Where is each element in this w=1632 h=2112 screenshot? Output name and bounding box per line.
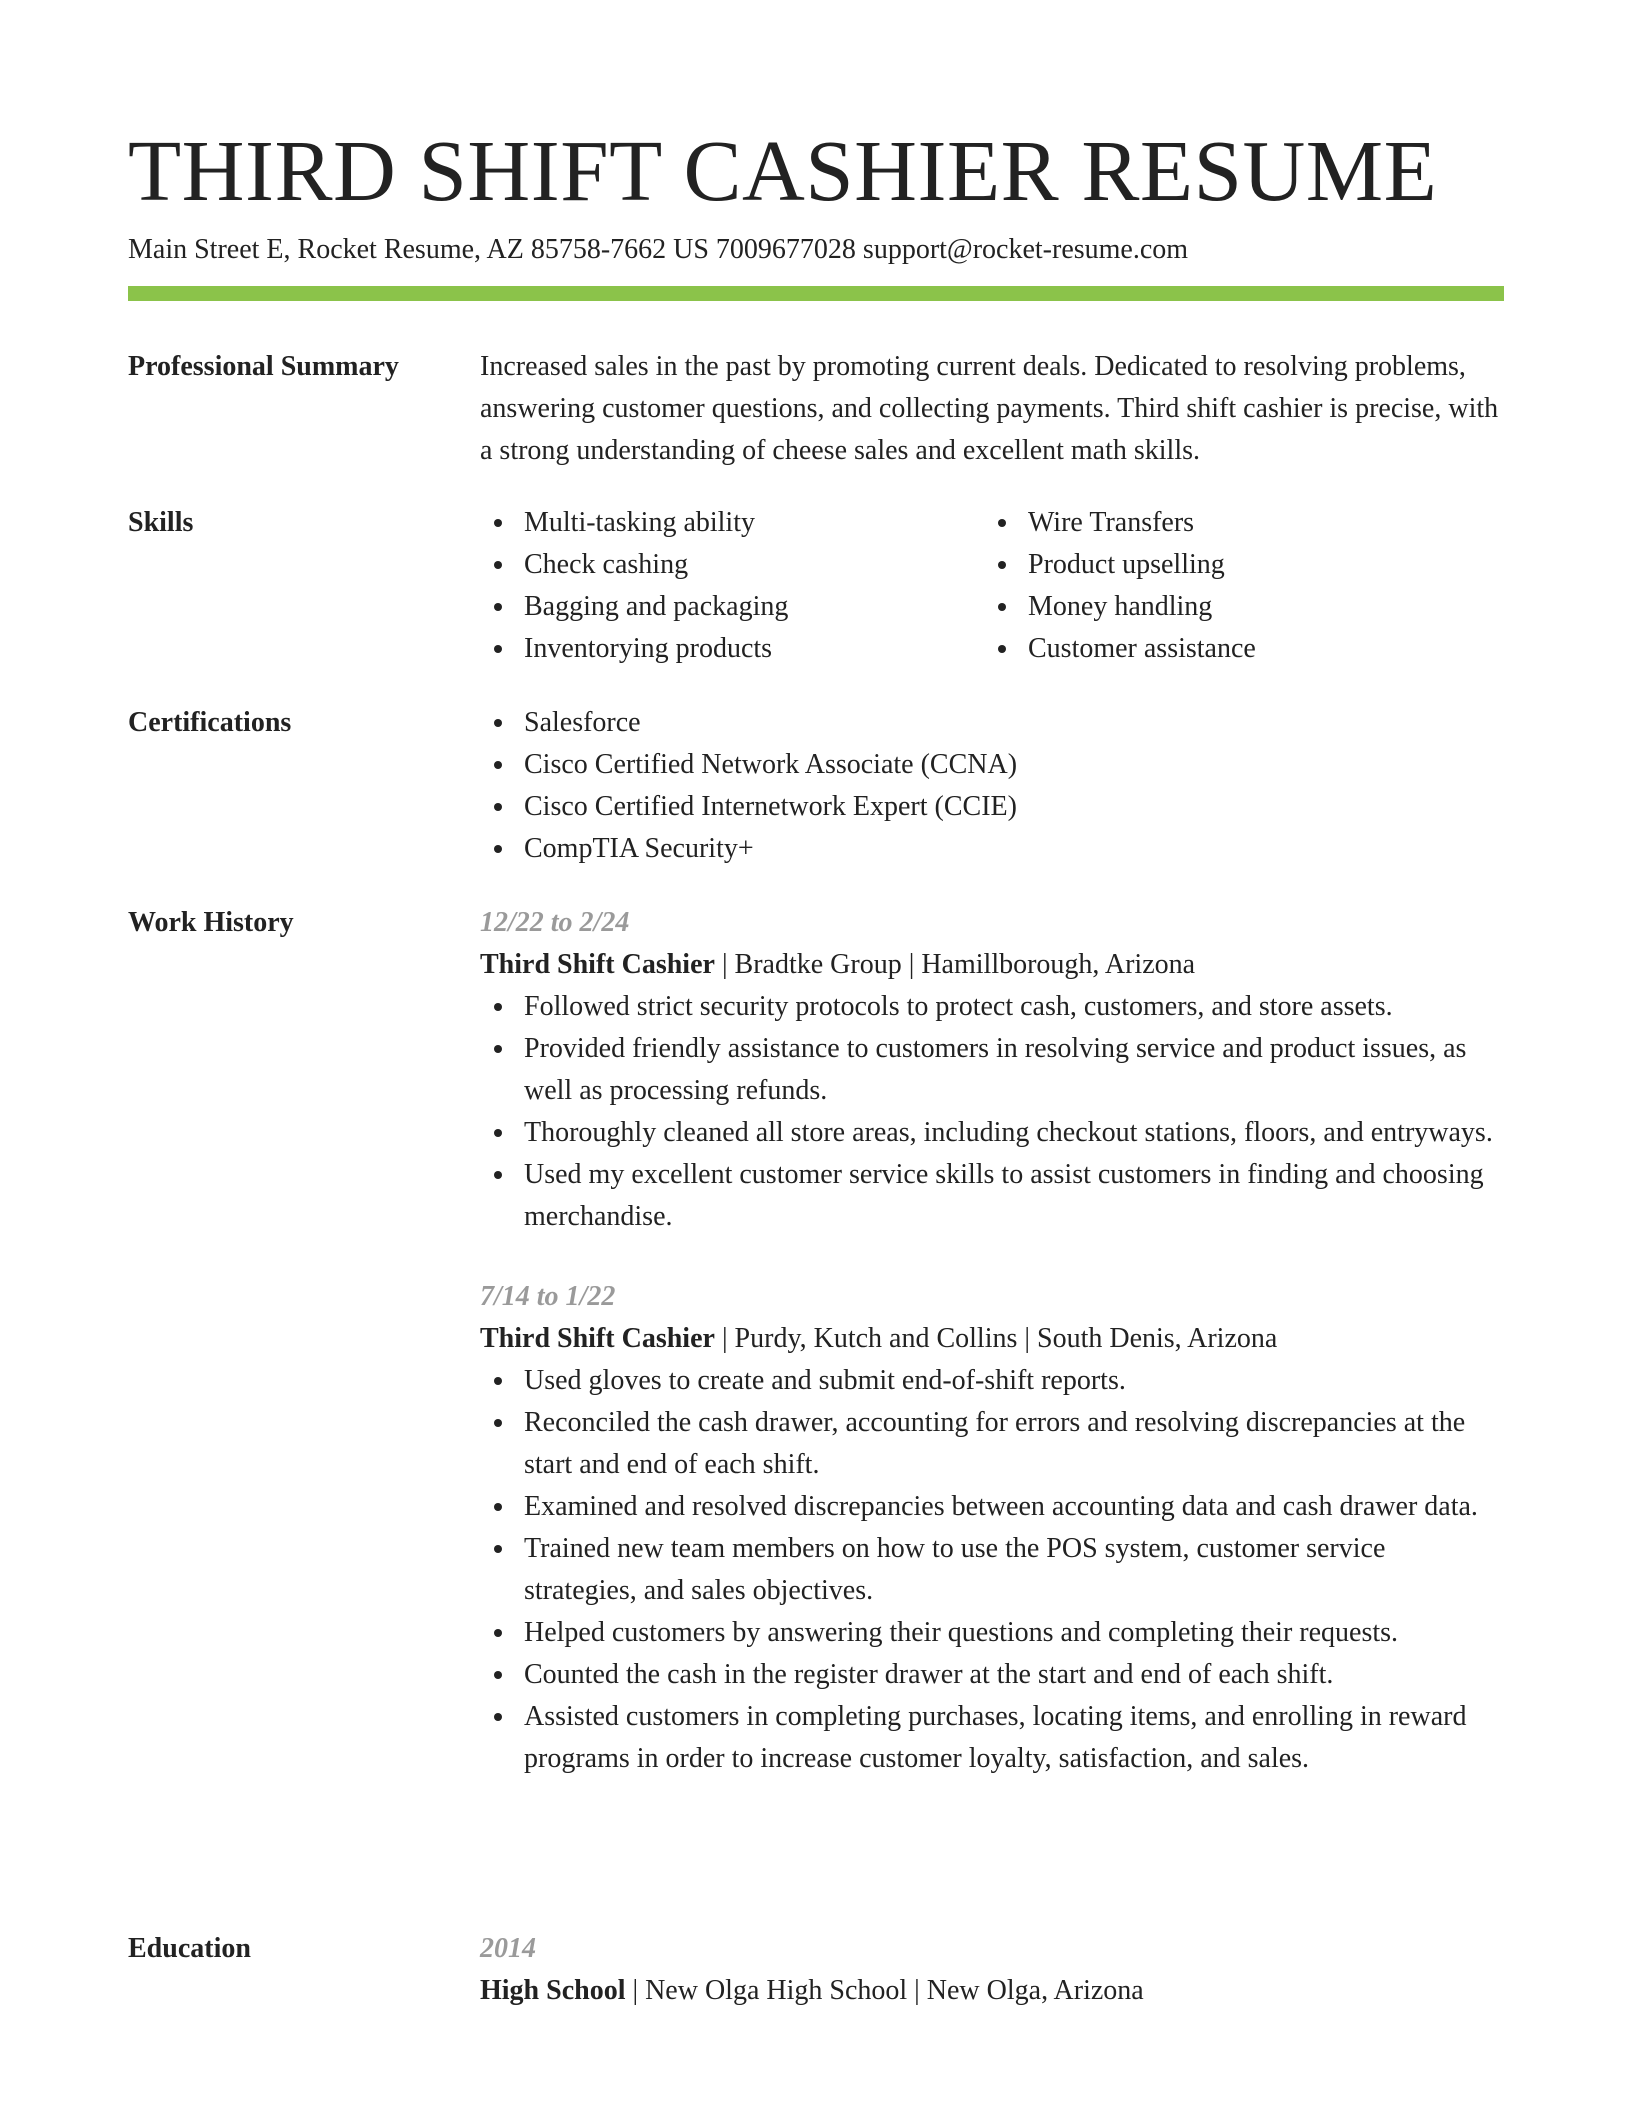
job-title-line — [480, 944, 1504, 986]
job-employer-location: | Bradtke Group | Hamillborough, Arizona — [714, 949, 1196, 980]
job-duty: Provided friendly assistance to customers in resolving service and product issues, as well as processing refunds. — [480, 1028, 1504, 1112]
education-year: 2014 — [480, 1933, 536, 1964]
job-role: Third Shift Cashier — [480, 1323, 715, 1354]
skill-item: Check cashing — [480, 544, 984, 586]
certification-item: Salesforce — [480, 702, 1504, 744]
skills-column-right — [984, 502, 1488, 670]
resume-title: THIRD SHIFT CASHIER RESUME — [128, 122, 1438, 219]
job-duty: Followed strict security protocols to protect cash, customers, and store assets. — [480, 986, 1504, 1028]
job-duties-list — [480, 986, 1504, 1238]
job-dates: 7/14 to 1/22 — [480, 1281, 616, 1312]
job-duties-list — [480, 1360, 1504, 1780]
work-history-body — [480, 902, 1504, 1780]
certifications-body — [480, 702, 1504, 870]
certification-item: Cisco Certified Internetwork Expert (CCIE) — [480, 786, 1504, 828]
accent-divider — [128, 286, 1504, 301]
section-label-education: Education — [128, 1933, 251, 1964]
job-entry — [480, 902, 1504, 1238]
education-school-location: | New Olga High School | New Olga, Arizona — [625, 1975, 1144, 2006]
skill-item: Multi-tasking ability — [480, 502, 984, 544]
contact-line: Main Street E, Rocket Resume, AZ 85758-7662 US 7009677028 support@rocket-resume.com — [128, 234, 1189, 265]
job-duty: Used gloves to create and submit end-of-shift reports. — [480, 1360, 1504, 1402]
education-degree: High School — [480, 1975, 626, 2006]
summary-body — [480, 346, 1504, 472]
section-label-skills: Skills — [128, 507, 194, 538]
job-dates: 12/22 to 2/24 — [480, 907, 630, 938]
job-duty: Trained new team members on how to use the POS system, customer service strategies, and sales objectives. — [480, 1528, 1504, 1612]
job-duty: Reconciled the cash drawer, accounting for errors and resolving discrepancies at the start and end of each shift. — [480, 1402, 1504, 1486]
skill-item: Inventorying products — [480, 628, 984, 670]
section-label-summary: Professional Summary — [128, 351, 399, 382]
job-duty: Thoroughly cleaned all store areas, including checkout stations, floors, and entryways. — [480, 1112, 1504, 1154]
certification-item: CompTIA Security+ — [480, 828, 1504, 870]
job-entry — [480, 1276, 1504, 1780]
skill-item: Bagging and packaging — [480, 586, 984, 628]
skill-item: Money handling — [984, 586, 1488, 628]
skill-item: Wire Transfers — [984, 502, 1488, 544]
skills-column-left — [480, 502, 984, 670]
education-body — [480, 1928, 1504, 2012]
job-duty: Assisted customers in completing purchases, locating items, and enrolling in reward programs in order to increase customer loyalty, satisfaction, and sales. — [480, 1696, 1504, 1780]
job-role: Third Shift Cashier — [480, 949, 715, 980]
job-title-line — [480, 1318, 1504, 1360]
section-label-certifications: Certifications — [128, 707, 292, 738]
certification-item: Cisco Certified Network Associate (CCNA) — [480, 744, 1504, 786]
section-label-work-history: Work History — [128, 907, 294, 938]
education-line — [480, 1970, 1504, 2012]
job-employer-location: | Purdy, Kutch and Collins | South Denis, Arizona — [714, 1323, 1278, 1354]
skill-item: Customer assistance — [984, 628, 1488, 670]
job-duty: Used my excellent customer service skills to assist customers in finding and choosing merchandise. — [480, 1154, 1504, 1238]
summary-text: Increased sales in the past by promoting current deals. Dedicated to resolving problems, answering customer questions, and collecting payments. Third shift cashier is precise, with a strong understanding of cheese sales and excellent math skills. — [480, 351, 1499, 466]
skills-body — [480, 502, 1504, 670]
certifications-list — [480, 702, 1504, 870]
job-duty: Examined and resolved discrepancies between accounting data and cash drawer data. — [480, 1486, 1504, 1528]
job-duty: Helped customers by answering their questions and completing their requests. — [480, 1612, 1504, 1654]
skill-item: Product upselling — [984, 544, 1488, 586]
job-duty: Counted the cash in the register drawer at the start and end of each shift. — [480, 1654, 1504, 1696]
